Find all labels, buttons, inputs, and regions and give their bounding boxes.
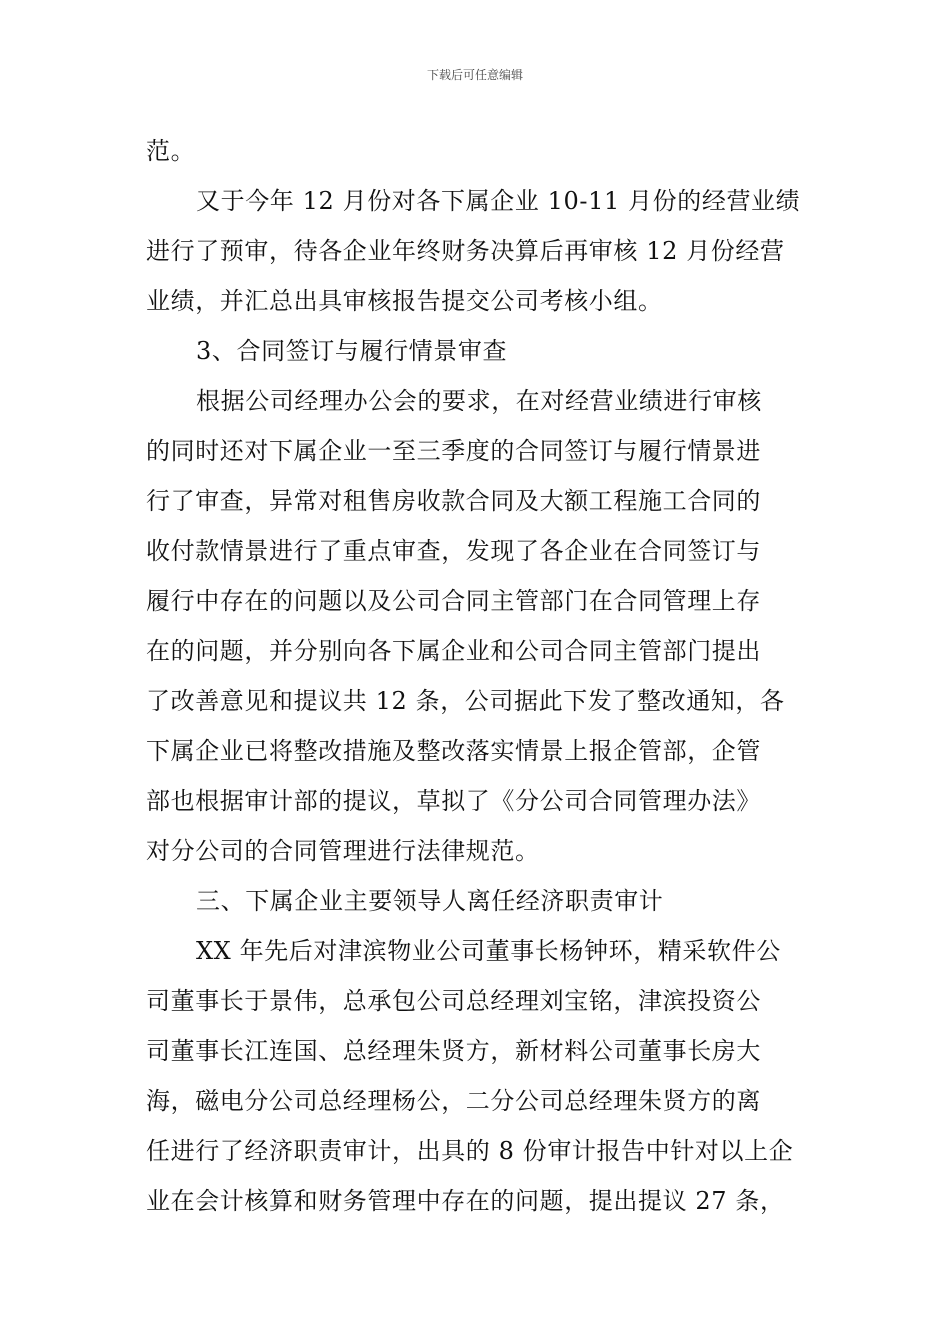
- section-heading: 三、下属企业主要领导人离任经济职责审计: [196, 887, 664, 915]
- text-line: 司董事长江连国、总经理朱贤方，新材料公司董事长房大: [146, 1037, 761, 1065]
- text-line: 部也根据审计部的提议，草拟了《分公司合同管理办法》: [146, 787, 761, 815]
- text-line: 又于今年 12 月份对各下属企业 10-11 月份的经营业绩: [196, 187, 801, 215]
- page-header: 下载后可任意编辑: [426, 68, 523, 82]
- text-line: 司董事长于景伟，总承包公司总经理刘宝铭，津滨投资公: [146, 987, 761, 1015]
- text-line: 范。: [146, 137, 196, 165]
- text-line: 下属企业已将整改措施及整改落实情景上报企管部，企管: [146, 737, 761, 765]
- text-line: 业在会计核算和财务管理中存在的问题，提出提议 27 条，: [146, 1187, 785, 1215]
- text-line: 的同时还对下属企业一至三季度的合同签订与履行情景进: [146, 437, 761, 465]
- text-line: 海，磁电分公司总经理杨公，二分公司总经理朱贤方的离: [146, 1087, 761, 1115]
- text-line: 业绩，并汇总出具审核报告提交公司考核小组。: [146, 287, 663, 315]
- text-line: 了改善意见和提议共 12 条，公司据此下发了整改通知，各: [146, 687, 785, 715]
- text-line: 履行中存在的问题以及公司合同主管部门在合同管理上存: [146, 587, 761, 615]
- text-line: 根据公司经理办公会的要求，在对经营业绩进行审核: [196, 387, 762, 415]
- text-line: 进行了预审，待各企业年终财务决算后再审核 12 月份经营: [146, 237, 785, 265]
- text-line: XX 年先后对津滨物业公司董事长杨钟环，精采软件公: [196, 937, 781, 965]
- text-line: 对分公司的合同管理进行法律规范。: [146, 837, 540, 865]
- section-heading: 3、合同签订与履行情景审查: [196, 337, 508, 365]
- text-line: 在的问题，并分别向各下属企业和公司合同主管部门提出: [146, 637, 761, 665]
- text-line: 行了审查，异常对租售房收款合同及大额工程施工合同的: [146, 487, 761, 515]
- text-line: 收付款情景进行了重点审查，发现了各企业在合同签订与: [146, 537, 761, 565]
- text-line: 任进行了经济职责审计，出具的 8 份审计报告中针对以上企: [146, 1137, 794, 1165]
